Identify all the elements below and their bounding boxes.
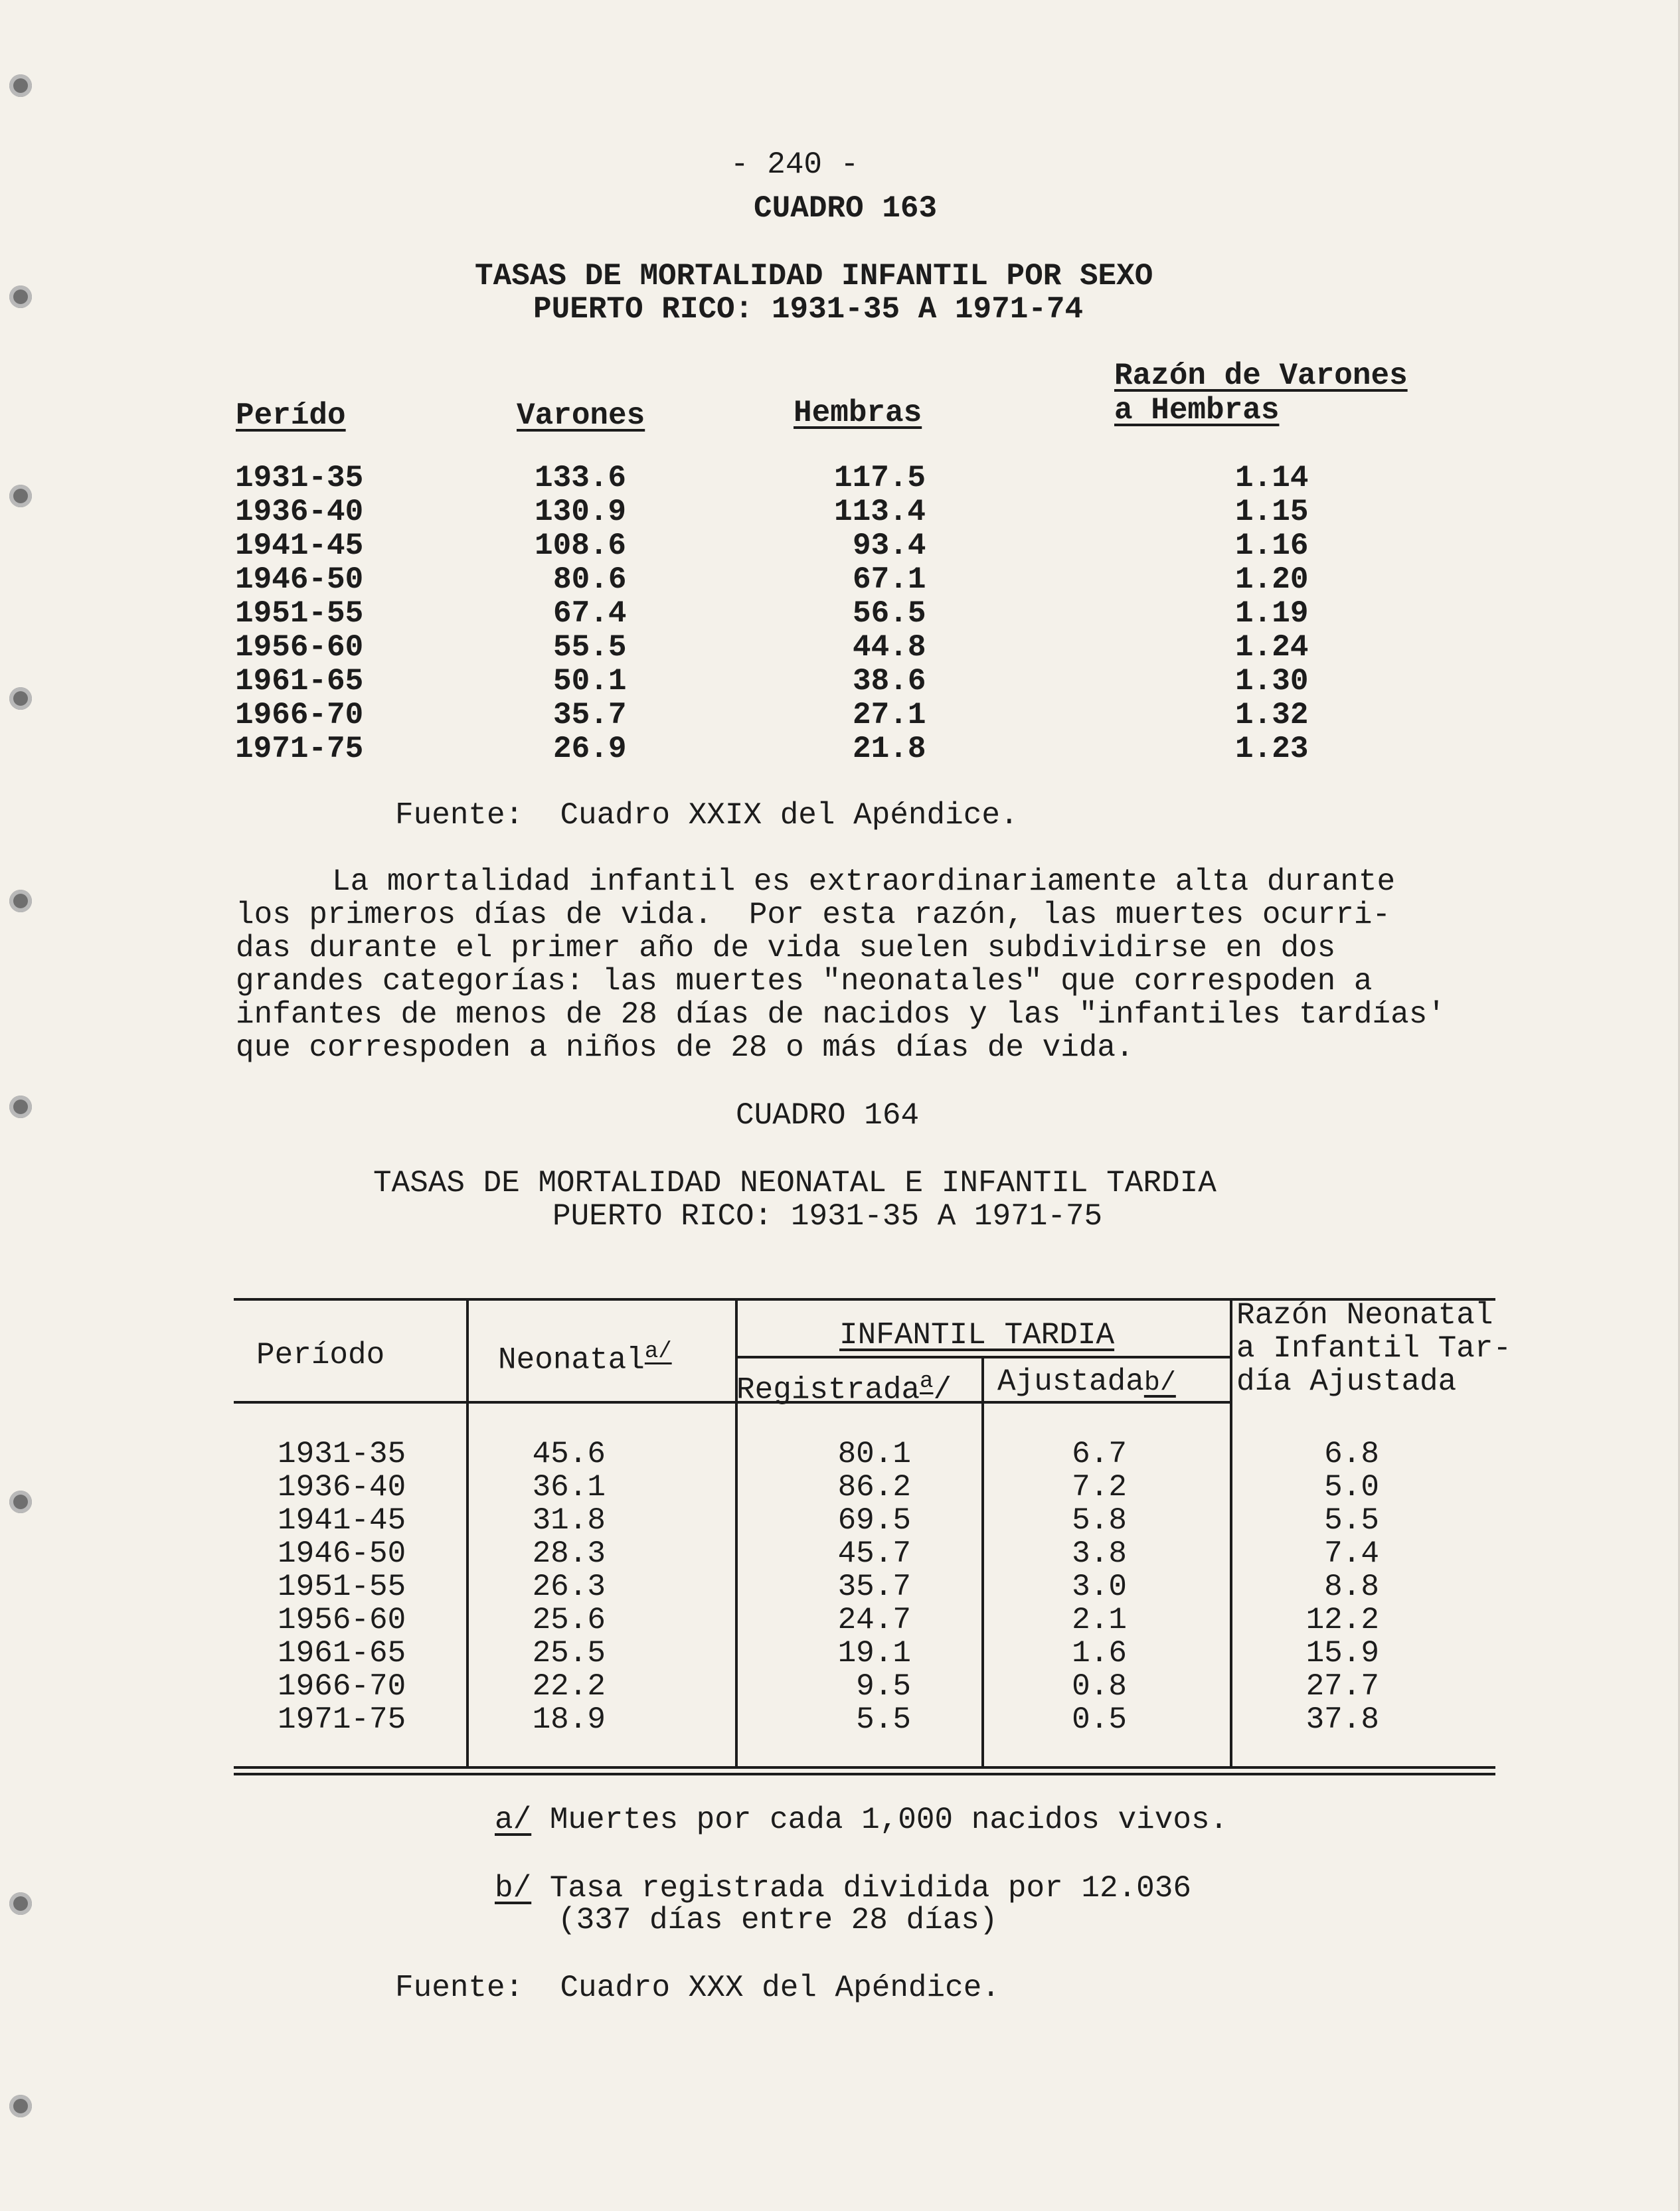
t164-registered: 45.7 bbox=[837, 1536, 911, 1571]
t163-females: 117.5 bbox=[834, 461, 926, 495]
t164-ratio: 37.8 bbox=[1305, 1702, 1379, 1737]
t163-ratio: 1.20 bbox=[1235, 562, 1309, 597]
t163-females: 38.6 bbox=[853, 664, 926, 698]
note-mark: a/ bbox=[644, 1339, 672, 1364]
table-row bbox=[234, 1670, 1495, 1703]
t163-females: 27.1 bbox=[853, 698, 926, 732]
table163-subtitle: PUERTO RICO: 1931-35 A 1971-74 bbox=[533, 292, 1084, 327]
binder-hole bbox=[9, 485, 32, 507]
t163-ratio: 1.30 bbox=[1235, 664, 1309, 698]
table-rule bbox=[234, 1766, 1495, 1769]
binder-hole bbox=[9, 890, 32, 912]
t164-ratio: 15.9 bbox=[1305, 1636, 1379, 1671]
t164-header-late-group: INFANTIL TARDIA bbox=[839, 1318, 1115, 1352]
t163-males: 35.7 bbox=[553, 698, 627, 732]
t164-period: 1931-35 bbox=[278, 1437, 406, 1471]
table-row bbox=[232, 495, 1321, 529]
note-text: Muertes por cada 1,000 nacidos vivos. bbox=[531, 1803, 1228, 1837]
note-mark: b/ bbox=[495, 1871, 532, 1906]
t163-males: 108.6 bbox=[535, 529, 627, 563]
adjusted-label: Ajustada bbox=[997, 1364, 1144, 1399]
t163-period: 1941-45 bbox=[235, 529, 364, 563]
paragraph-line: grandes categorías: las muertes "neonatales" que correspoden a bbox=[236, 964, 1373, 999]
table-row bbox=[234, 1637, 1495, 1670]
t164-adjusted: 6.7 bbox=[1072, 1437, 1127, 1471]
binder-hole bbox=[9, 1892, 32, 1915]
table-row bbox=[232, 665, 1321, 698]
t163-females: 56.5 bbox=[853, 596, 926, 631]
t164-period: 1961-65 bbox=[278, 1636, 406, 1671]
t164-adjusted: 3.0 bbox=[1072, 1570, 1127, 1604]
t164-header-period: Período bbox=[256, 1338, 385, 1372]
table-row bbox=[232, 529, 1321, 563]
t163-ratio: 1.24 bbox=[1235, 630, 1309, 665]
binder-hole bbox=[9, 2095, 32, 2117]
paragraph-line: das durante el primer año de vida suelen subdividirse en dos bbox=[236, 931, 1336, 965]
note-text: Tasa registrada dividida por 12.036 bbox=[531, 1871, 1191, 1906]
t164-neonatal: 36.1 bbox=[532, 1470, 606, 1505]
t163-period: 1931-35 bbox=[235, 461, 364, 495]
table-row bbox=[232, 461, 1321, 495]
t164-neonatal: 18.9 bbox=[532, 1702, 606, 1737]
t164-neonatal: 31.8 bbox=[532, 1503, 606, 1538]
page-number: - 240 - bbox=[730, 147, 859, 182]
t164-registered: 9.5 bbox=[856, 1669, 911, 1704]
t164-adjusted: 5.8 bbox=[1072, 1503, 1127, 1538]
t164-ratio: 27.7 bbox=[1305, 1669, 1379, 1704]
t164-period: 1971-75 bbox=[278, 1702, 406, 1737]
table163 bbox=[232, 461, 1321, 766]
t163-period: 1971-75 bbox=[235, 732, 364, 766]
t164-adjusted: 7.2 bbox=[1072, 1470, 1127, 1505]
t164-neonatal: 22.2 bbox=[532, 1669, 606, 1704]
note-mark: a bbox=[920, 1369, 934, 1394]
paragraph-line: La mortalidad infantil es extraordinariamente alta durante bbox=[332, 864, 1396, 899]
t164-header-adjusted bbox=[997, 1364, 1176, 1401]
t164-registered: 80.1 bbox=[837, 1437, 911, 1471]
registered-label: Registrada bbox=[736, 1372, 920, 1408]
t163-period: 1936-40 bbox=[235, 495, 364, 529]
t164-registered: 24.7 bbox=[837, 1603, 911, 1637]
t163-ratio: 1.14 bbox=[1235, 461, 1309, 495]
t163-ratio: 1.32 bbox=[1235, 698, 1309, 732]
footnote-b bbox=[495, 1871, 1191, 1906]
t163-males: 55.5 bbox=[553, 630, 627, 665]
table-row bbox=[234, 1471, 1495, 1504]
t163-females: 93.4 bbox=[853, 529, 926, 563]
t164-registered: 69.5 bbox=[837, 1503, 911, 1538]
t163-females: 67.1 bbox=[853, 562, 926, 597]
t163-males: 67.4 bbox=[553, 596, 627, 631]
t164-adjusted: 0.8 bbox=[1072, 1669, 1127, 1704]
table-row bbox=[232, 597, 1321, 631]
binder-hole bbox=[9, 74, 32, 97]
t164-neonatal: 26.3 bbox=[532, 1570, 606, 1604]
table-row bbox=[232, 698, 1321, 732]
binder-hole bbox=[9, 286, 32, 308]
table-row bbox=[232, 631, 1321, 665]
t163-header-females: Hembras bbox=[794, 396, 922, 430]
table-row bbox=[234, 1537, 1495, 1570]
table164-title: TASAS DE MORTALIDAD NEONATAL E INFANTIL TARDIA bbox=[373, 1166, 1217, 1200]
table-row bbox=[234, 1703, 1495, 1736]
table164-label: CUADRO 164 bbox=[736, 1098, 920, 1133]
table-row bbox=[232, 732, 1321, 766]
footnote-b-line2: (337 días entre 28 días) bbox=[558, 1903, 998, 1937]
t163-females: 21.8 bbox=[853, 732, 926, 766]
t163-males: 26.9 bbox=[553, 732, 627, 766]
t163-females: 44.8 bbox=[853, 630, 926, 665]
t164-period: 1941-45 bbox=[278, 1503, 406, 1538]
t164-header-ratio-1: Razón Neonatal bbox=[1236, 1298, 1493, 1333]
t163-period: 1951-55 bbox=[235, 596, 364, 631]
table164 bbox=[234, 1298, 1512, 1766]
t164-ratio: 12.2 bbox=[1305, 1603, 1379, 1637]
t163-males: 130.9 bbox=[535, 495, 627, 529]
t164-ratio: 6.8 bbox=[1324, 1437, 1379, 1471]
t163-header-ratio-1: Razón de Varones bbox=[1114, 359, 1408, 393]
t164-header-ratio-3: día Ajustada bbox=[1236, 1364, 1457, 1399]
neonatal-label: Neonatal bbox=[498, 1343, 645, 1378]
table-row bbox=[234, 1570, 1495, 1603]
t164-period: 1956-60 bbox=[278, 1603, 406, 1637]
t163-header-ratio-2: a Hembras bbox=[1114, 393, 1280, 428]
t164-neonatal: 45.6 bbox=[532, 1437, 606, 1471]
t164-period: 1951-55 bbox=[278, 1570, 406, 1604]
table-row bbox=[234, 1504, 1495, 1537]
note-mark: b/ bbox=[1143, 1368, 1176, 1398]
t163-ratio: 1.15 bbox=[1235, 495, 1309, 529]
t164-period: 1946-50 bbox=[278, 1536, 406, 1571]
t163-males: 80.6 bbox=[553, 562, 627, 597]
t163-ratio: 1.16 bbox=[1235, 529, 1309, 563]
t163-header-period: Perído bbox=[236, 398, 346, 433]
t164-registered: 86.2 bbox=[837, 1470, 911, 1505]
t164-period: 1966-70 bbox=[278, 1669, 406, 1704]
table164-source: Fuente: Cuadro XXX del Apéndice. bbox=[395, 1971, 1000, 2005]
t164-registered: 35.7 bbox=[837, 1570, 911, 1604]
t164-adjusted: 1.6 bbox=[1072, 1636, 1127, 1671]
t163-males: 50.1 bbox=[553, 664, 627, 698]
t163-period: 1961-65 bbox=[235, 664, 364, 698]
table-row bbox=[234, 1603, 1495, 1637]
footnote-a bbox=[495, 1803, 1228, 1837]
t164-ratio: 5.5 bbox=[1324, 1503, 1379, 1538]
table163-title: TASAS DE MORTALIDAD INFANTIL POR SEXO bbox=[475, 259, 1153, 293]
t164-ratio: 5.0 bbox=[1324, 1470, 1379, 1505]
t163-period: 1956-60 bbox=[235, 630, 364, 665]
t164-ratio: 7.4 bbox=[1324, 1536, 1379, 1571]
t164-header-registered bbox=[736, 1364, 952, 1407]
table-row bbox=[232, 563, 1321, 597]
t164-adjusted: 3.8 bbox=[1072, 1536, 1127, 1571]
t163-females: 113.4 bbox=[834, 495, 926, 529]
note-mark: a/ bbox=[495, 1803, 532, 1837]
table163-label: CUADRO 163 bbox=[754, 191, 938, 226]
t164-neonatal: 28.3 bbox=[532, 1536, 606, 1571]
t164-registered: 19.1 bbox=[837, 1636, 911, 1671]
t164-registered: 5.5 bbox=[856, 1702, 911, 1737]
t164-ratio: 8.8 bbox=[1324, 1570, 1379, 1604]
binder-hole bbox=[9, 687, 32, 710]
paragraph-line: infantes de menos de 28 días de nacidos y las "infantiles tardías' bbox=[236, 997, 1446, 1032]
t164-period: 1936-40 bbox=[278, 1470, 406, 1505]
table-rule bbox=[234, 1401, 1232, 1404]
t163-period: 1966-70 bbox=[235, 698, 364, 732]
table164-subtitle: PUERTO RICO: 1931-35 A 1971-75 bbox=[552, 1199, 1103, 1234]
t164-header-ratio-2: a Infantil Tar- bbox=[1236, 1331, 1512, 1366]
t163-males: 133.6 bbox=[535, 461, 627, 495]
paragraph-line: que correspoden a niños de 28 o más días de vida. bbox=[236, 1030, 1134, 1065]
t164-neonatal: 25.6 bbox=[532, 1603, 606, 1637]
paragraph-line: los primeros días de vida. Por esta razón, las muertes ocurri- bbox=[236, 898, 1391, 932]
table163-source: Fuente: Cuadro XXIX del Apéndice. bbox=[395, 798, 1019, 833]
t163-ratio: 1.23 bbox=[1235, 732, 1309, 766]
binder-hole bbox=[9, 1491, 32, 1513]
t163-period: 1946-50 bbox=[235, 562, 364, 597]
table-row bbox=[234, 1437, 1495, 1471]
t164-adjusted: 0.5 bbox=[1072, 1702, 1127, 1737]
t163-ratio: 1.19 bbox=[1235, 596, 1309, 631]
slash: / bbox=[933, 1372, 952, 1408]
t164-neonatal: 25.5 bbox=[532, 1636, 606, 1671]
binder-hole bbox=[9, 1096, 32, 1118]
t164-adjusted: 2.1 bbox=[1072, 1603, 1127, 1637]
t163-header-males: Varones bbox=[517, 398, 645, 433]
table-rule bbox=[234, 1773, 1495, 1775]
t164-header-neonatal bbox=[498, 1335, 672, 1377]
